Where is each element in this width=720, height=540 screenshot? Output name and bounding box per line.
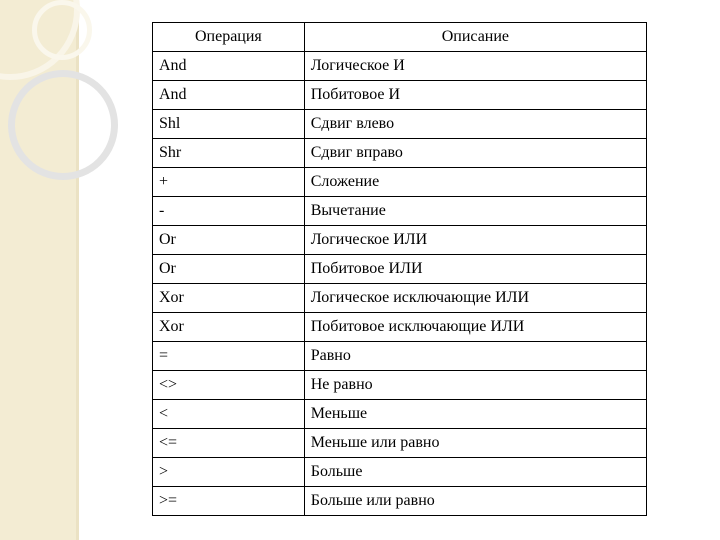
- operation-cell: Shr: [153, 139, 305, 168]
- operation-cell: =: [153, 342, 305, 371]
- operation-cell: Or: [153, 226, 305, 255]
- operation-cell: Xor: [153, 284, 305, 313]
- operation-cell: <: [153, 400, 305, 429]
- description-cell: Побитовое исключающие ИЛИ: [304, 313, 646, 342]
- operation-cell: +: [153, 168, 305, 197]
- table-row: [153, 139, 647, 168]
- description-cell: Меньше: [304, 400, 646, 429]
- description-cell: Больше или равно: [304, 487, 646, 516]
- description-cell: Вычетание: [304, 197, 646, 226]
- table-row: [153, 400, 647, 429]
- description-cell: Сложение: [304, 168, 646, 197]
- operation-cell: -: [153, 197, 305, 226]
- table-row: [153, 255, 647, 284]
- header-description: Описание: [304, 23, 646, 52]
- operation-cell: <>: [153, 371, 305, 400]
- description-cell: Равно: [304, 342, 646, 371]
- table-row: [153, 342, 647, 371]
- table-header-row: [153, 23, 647, 52]
- operation-cell: And: [153, 52, 305, 81]
- table-row: [153, 197, 647, 226]
- description-cell: Не равно: [304, 371, 646, 400]
- table-row: [153, 168, 647, 197]
- description-cell: Больше: [304, 458, 646, 487]
- operation-cell: Shl: [153, 110, 305, 139]
- table-row: [153, 110, 647, 139]
- table-row: [153, 52, 647, 81]
- decorative-ring: [8, 70, 118, 180]
- header-operation: Операция: [153, 23, 305, 52]
- description-cell: Сдвиг влево: [304, 110, 646, 139]
- operation-cell: And: [153, 81, 305, 110]
- operations-table: [152, 22, 647, 516]
- table-row: [153, 429, 647, 458]
- operation-cell: Or: [153, 255, 305, 284]
- table-row: [153, 458, 647, 487]
- table-row: [153, 81, 647, 110]
- operation-cell: >: [153, 458, 305, 487]
- description-cell: Побитовое И: [304, 81, 646, 110]
- table-row: [153, 487, 647, 516]
- table-row: [153, 371, 647, 400]
- description-cell: Сдвиг вправо: [304, 139, 646, 168]
- operation-cell: Xor: [153, 313, 305, 342]
- table-row: [153, 313, 647, 342]
- table-row: [153, 284, 647, 313]
- operation-cell: <=: [153, 429, 305, 458]
- description-cell: Логическое исключающие ИЛИ: [304, 284, 646, 313]
- table-row: [153, 226, 647, 255]
- description-cell: Меньше или равно: [304, 429, 646, 458]
- description-cell: Побитовое ИЛИ: [304, 255, 646, 284]
- decorative-circle: [32, 0, 92, 60]
- description-cell: Логическое И: [304, 52, 646, 81]
- operation-cell: >=: [153, 487, 305, 516]
- description-cell: Логическое ИЛИ: [304, 226, 646, 255]
